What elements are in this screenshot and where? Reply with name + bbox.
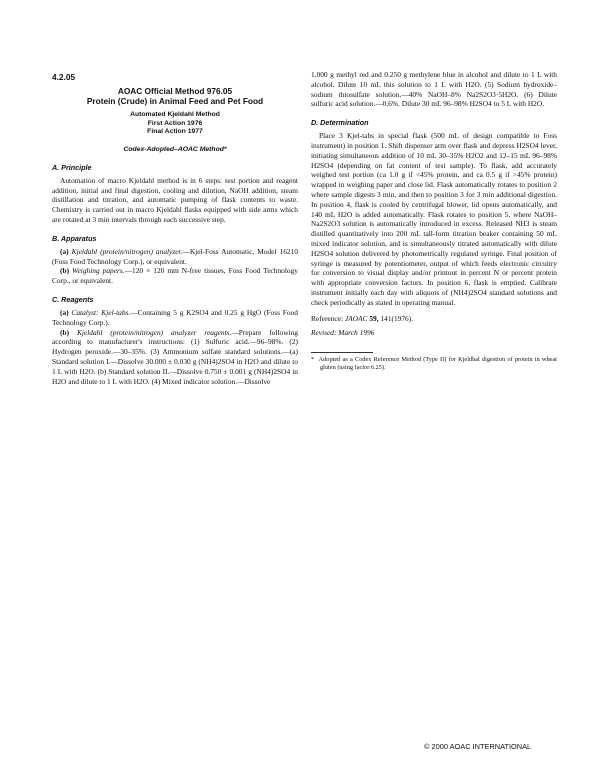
footnote-text: Adopted as a Codex Reference Method (Type II) for Kjeldhal digestion of protein in wheat gluten (using factor 6.25). (318, 356, 557, 372)
reference-journal: JAOAC (344, 313, 368, 323)
reference-pages: 141(1976). (380, 313, 414, 323)
reagent-item-b (52, 328, 298, 387)
reagent-item-a (52, 308, 298, 328)
method-title-line1: AOAC Official Method 976.05 (117, 86, 233, 96)
item-name: Catalyst: Kjel-tabs. (71, 307, 131, 317)
method-title-line2: Protein (Crude) in Animal Feed and Pet Food (86, 96, 264, 106)
right-column (311, 70, 557, 372)
reference-volume: 59, (369, 313, 379, 323)
revised-date: Revised: March 1996 (311, 328, 375, 338)
principle-text: Automation of macro Kjeldahl method is in 6 steps: test portion and reagent addition, initial and final digestion, cooling and dilution, NaOH addition, steam distillation and titration, and automatic pumping of flask contents to waste. Chemistry is carried out in macro Kjeldahl flasks equipped with side arms which are rotated at 3 min intervals through each successive step. (52, 175, 298, 224)
determination-text: Place 3 Kjel-tabs in special flask (500 mL of design compatible to Foss instrument) in position 1. Shift dispenser arm over flask and depress H2SO4 lever, initiating simultaneous addition of 10 mL 30–35% H2O2 and 12–15 mL 96–98% H2SO4 (depending on fat content of test sample). To flask, add accurately weighed test portion (ca 1.0 g if <45% protein, and ca 0.5 g if >45% protein) wrapped in weighing paper and close lid. Flask automatically rotates to position 2 where sample digests 3 min, and then to position 3 for 3 min additional digestion. In position 4, flask is cooled by centrifugal blower, lid opens automatically, and 140 mL H2O is added automatically. Flask rotates to position 5, where NaOH–Na2S2O3 solution is automatically introduced in excess. Released NH3 is steam distilled quantitatively into 200 mL tall-form titration beaker containing 50 mL mixed indicator solution, and is simultaneously titrated automatically with dilute H2SO4 solution delivered by photometrically regulated syringe. Final position of syringe is measured by potentiometer, output of which feeds electronic circuitry for conversion to visual display and/or printout in percent N or percent protein with appropriate conversion factors. In position 6, flask is emptied. Calibrate instrument initially each day with aliquots of (NH4)2SO4 standard solutions and check periodically as stated in operating manual. (311, 131, 557, 307)
item-text: —Kjel-Foss Automatic, Model 16210 (Foss Food Technology Corp.), or equivalent. (52, 246, 298, 266)
heading-apparatus: B. Apparatus (52, 233, 97, 243)
footnote-rule (311, 352, 373, 353)
item-name: Kjeldahl (protein/nitrogen) analyzer. (71, 246, 183, 256)
item-text: —Containing 5 g K2SO4 and 0.25 g HgO (Foss Food Technology Corp.). (52, 307, 298, 327)
footnote (311, 356, 557, 372)
item-name: Weighing papers. (72, 266, 125, 276)
item-label: (a) (60, 307, 69, 317)
apparatus-item-b (52, 266, 298, 286)
method-subtitle: Automated Kjeldahl Method (130, 111, 220, 118)
first-action: First Action 1976 (147, 119, 203, 127)
item-label: (b) (60, 327, 70, 337)
footnote-marker: * (311, 356, 315, 364)
section-number: 4.2.05 (52, 72, 76, 82)
item-name: Kjeldahl (protein/nitrogen) analyzer reagents. (76, 327, 232, 337)
heading-principle: A. Principle (52, 162, 92, 172)
left-column (52, 72, 298, 386)
item-text: —Prepare following according to manufacturer's instructions: (1) Sulfuric acid.—96–98%. (2) Hydrogen peroxide.—30–35%. (3) Ammonium sulfate standard solutions.—(a) Standard solution I.—Dissolve 30.000 ± 0.030 g (NH4)2SO4 in H2O and dilute to 1 L with H2O. (b) Standard solution II.—Dissolve 0.750 ± 0.001 g (NH4)2SO4 in H2O and dilute to 1 L with H2O. (4) Mixed indicator solution.—Dissolve (52, 327, 298, 386)
reference-line (311, 314, 557, 324)
apparatus-item-a (52, 247, 298, 267)
codex-adopted-note: Codex-Adopted–AOAC Method* (123, 145, 227, 153)
reference-label: Reference: (311, 313, 344, 323)
item-text: —120 × 120 mm N-free tissues, Foss Food Technology Corp., or equivalent. (52, 266, 298, 286)
heading-reagents: C. Reagents (52, 294, 94, 304)
item-label: (b) (60, 266, 70, 276)
copyright-footer: © 2000 AOAC INTERNATIONAL (424, 742, 532, 751)
item-label: (a) (60, 246, 69, 256)
heading-determination: D. Determination (311, 118, 369, 128)
reagents-continued-text: 1.000 g methyl red and 0.250 g methylene blue in alcohol and dilute to 1 L with alcohol. Dilute 10 mL this solution to 1 L with H2O. (5) Sodium hydroxide–sodium thiosulfate solution.—40% NaOH–8% Na2S2O3·5H2O. (6) Dilute sulfuric acid solution.—0.6%. Dilute 30 mL 96–98% H2SO4 to 5 L with H2O. (311, 70, 557, 109)
final-action: Final Action 1977 (147, 128, 203, 136)
